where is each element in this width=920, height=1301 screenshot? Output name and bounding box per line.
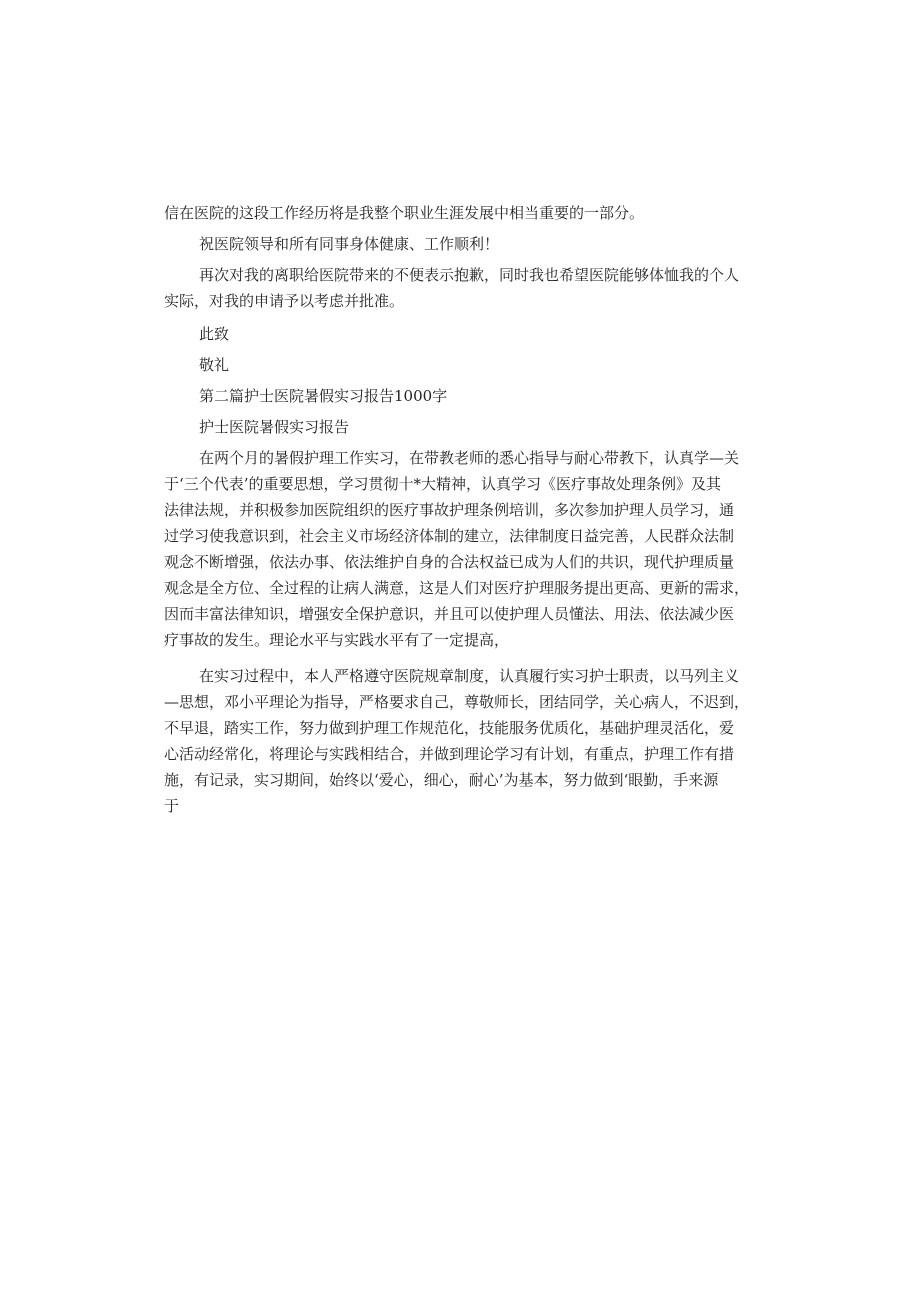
text-line: 因而丰富法律知识，增强安全保护意识，并且可以使护理人员懂法、用法、依法减少医 [164,605,735,623]
text-line: 观念不断增强，依法办事、依法维护自身的合法权益已成为人们的共识，现代护理质量 [164,553,735,571]
document-body [164,200,756,819]
section-heading: 第二篇护士医院暑假实习报告1000字 [199,387,448,405]
text-line: 不早退，踏实工作，努力做到护理工作规范化，技能服务优质化，基础护理灵活化，爱 [164,719,735,737]
text-line: 疗事故的发生。理论水平与实践水平有了一定提高， [164,631,510,649]
text-line: 于‘三个代表’的重要思想，学习贯彻十*大精神，认真学习《医疗事故处理条例》及其 [164,475,722,493]
text-line: 再次对我的离职给医院带来的不便表示抱歉，同时我也希望医院能够体恤我的个人 [199,266,740,284]
text-line: —思想，邓小平理论为指导，严格要求自己，尊敬师长，团结同学，关心病人，不迟到， [164,693,750,711]
text-line: 此致 [199,325,230,343]
text-line: 敬礼 [199,356,230,374]
text-line: 施，有记录，实习期间，始终以‘爱心，细心，耐心’为基本，努力做到‘眼勤，手来源 [164,771,719,789]
text-line: 法律法规，并积极参加医院组织的医疗事故护理条例培训，多次参加护理人员学习，通 [164,501,735,519]
text-line: 心活动经常化，将理论与实践相结合，并做到理论学习有计划，有重点，护理工作有措 [164,745,735,763]
text-line: 祝医院领导和所有同事身体健康、工作顺利！ [199,235,500,253]
text-line: 观念是全方位、全过程的让病人满意，这是人们对医疗护理服务提出更高、更新的需求， [164,579,750,597]
text-line: 在实习过程中，本人严格遵守医院规章制度，认真履行实习护士职责，以马列主义 [199,667,740,685]
text-line: 实际，对我的申请予以考虑并批准。 [164,292,405,310]
text-line: 信在医院的这段工作经历将是我整个职业生涯发展中相当重要的一部分。 [164,204,645,222]
report-title: 护士医院暑假实习报告 [199,418,350,436]
text-line: 在两个月的暑假护理工作实习，在带教老师的悉心指导与耐心带教下，认真学—关 [199,449,740,467]
text-line: 过学习使我意识到，社会主义市场经济体制的建立，法律制度日益完善，人民群众法制 [164,527,735,545]
text-line: 于 [164,797,180,815]
